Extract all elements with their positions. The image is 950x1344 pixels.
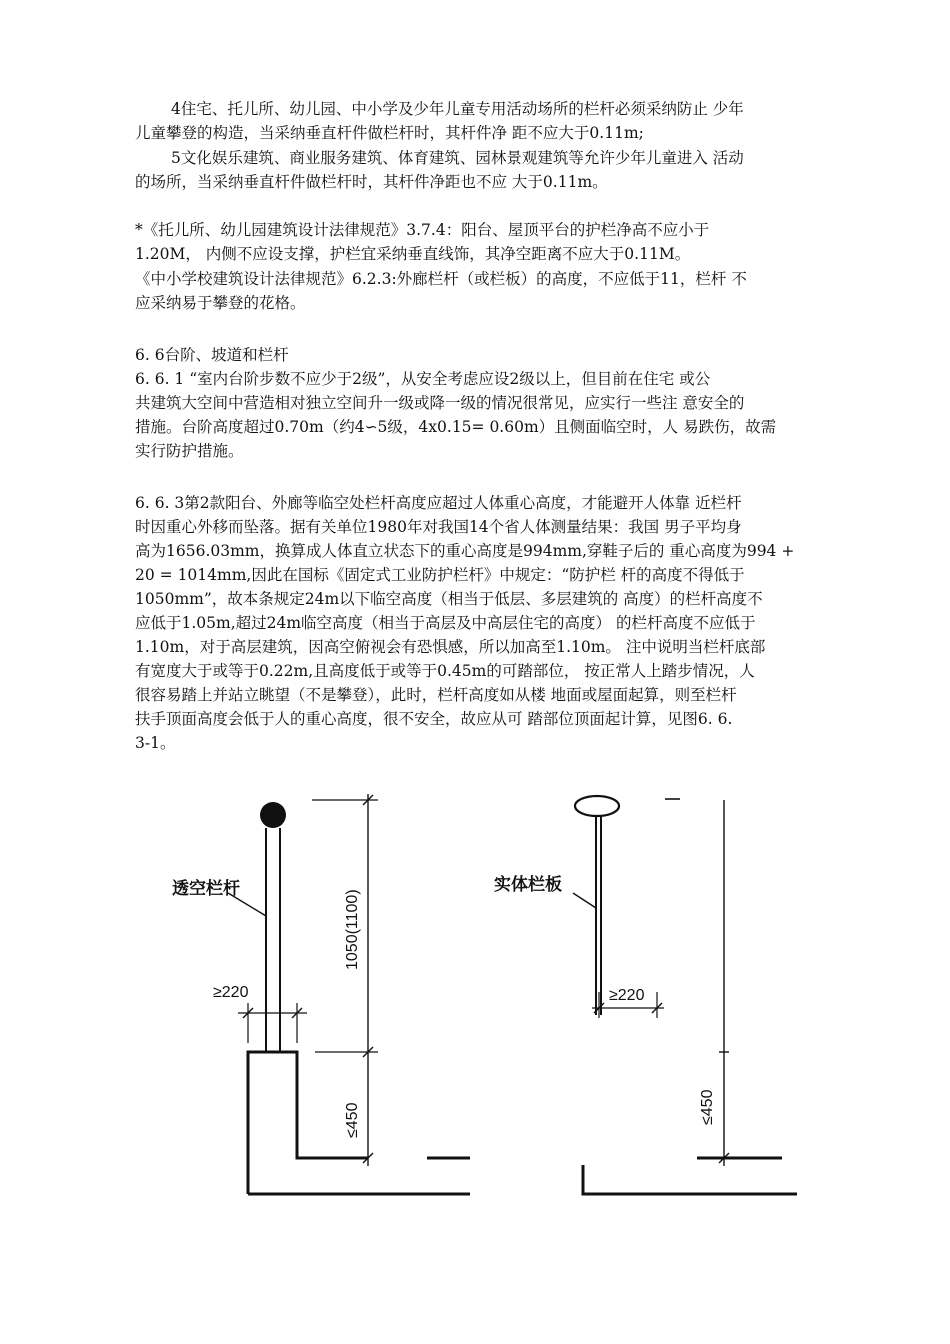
text-line: 4住宅、托儿所、幼儿园、中小学及少年儿童专用活动场所的栏杆必须采纳防止 少年: [171, 100, 744, 118]
text-line: 儿童攀登的构造，当采纳垂直杆件做栏杆时，其杆件净 距不应大于0.11m;: [135, 124, 644, 142]
text-line: 1.20M， 内侧不应设支撑，护栏宜采纳垂直线饰，其净空距离不应大于0.11M。: [135, 245, 691, 263]
paragraph-public-buildings-railing: [135, 146, 860, 194]
label-leader-line: [573, 893, 596, 908]
handrail-ball: [260, 802, 286, 828]
text-line: 高为1656.03mm，换算成人体直立状态下的重心高度是994mm,穿鞋子后的 重心高度为994 +: [135, 542, 795, 560]
left-step-label: ≤450: [344, 1102, 361, 1138]
paragraph-kindergarten-railing: [135, 97, 860, 145]
text-line: 6. 6. 1 “室内台阶步数不应少于2级”，从安全考虑应设2级以上，但目前在住宅 或公: [135, 370, 711, 388]
text-line: 共建筑大空间中营造相对独立空间升一级或降一级的情况很常见，应实行一些注 意安全的: [135, 394, 745, 412]
handrail-oval: [575, 796, 619, 816]
right-diagram-solid-balustrade: [573, 796, 797, 1194]
open-railing-label: 透空栏杆: [172, 879, 240, 898]
paragraph-school-code: [135, 267, 860, 315]
railing-height-figure: [0, 780, 950, 1220]
text-line: 的场所，当采纳垂直杆件做栏杆时，其杆件净距也不应 大于0.11m。: [135, 173, 608, 191]
text-line: 很容易踏上并站立眺望（不是攀登），此时，栏杆高度如从楼 地面或屋面起算，则至栏杆: [135, 686, 737, 704]
floor-line: [583, 1165, 797, 1194]
text-line: 实行防护措施。: [135, 442, 244, 460]
text-line: 应采纳易于攀登的花格。: [135, 294, 306, 312]
text-line: 《中小学校建筑设计法律规范》6.2.3:外廊栏杆（或栏板）的高度，不应低于11，栏杆 不: [135, 270, 747, 288]
left-gap-label: ≥220: [213, 984, 249, 1001]
paragraph-kindergarten-code: [135, 218, 860, 266]
section-heading: [135, 343, 860, 367]
text-line: 6. 6台阶、坡道和栏杆: [135, 346, 289, 364]
paragraph-6-6-1: [135, 367, 860, 463]
solid-balustrade-label: 实体栏板: [494, 875, 562, 894]
text-line: 扶手顶面高度会低于人的重心高度，很不安全，故应从可 踏部位顶面起计算，见图6. 6.: [135, 710, 733, 728]
right-gap-label: ≥220: [609, 987, 645, 1004]
paragraph-6-6-3: [135, 491, 860, 755]
text-line: 5文化娱乐建筑、商业服务建筑、体育建筑、园林景观建筑等允许少年儿童进入 活动: [171, 149, 744, 167]
text-line: 有宽度大于或等于0.22m,且高度低于或等于0.45m的可踏部位， 按正常人上踏步情况，人: [135, 662, 755, 680]
text-line: 3-1。: [135, 734, 176, 752]
right-step-label: ≤450: [699, 1089, 716, 1125]
text-line: 措施。台阶高度超过0.70m（约4∽5级，4x0.15= 0.60m）且侧面临空时，人 易跌伤，故需: [135, 418, 777, 436]
text-line: *《托儿所、幼儿园建筑设计法律规范》3.7.4：阳台、屋顶平台的护栏净高不应小于: [135, 221, 710, 239]
text-line: 时因重心外移而坠落。据有关单位1980年对我国14个省人体测量结果：我国 男子平均身: [135, 518, 742, 536]
left-height-label: 1050(1100): [344, 889, 361, 970]
text-line: 6. 6. 3第2款阳台、外廊等临空处栏杆高度应超过人体重心高度，才能避开人体靠 近栏杆: [135, 494, 742, 512]
text-line: 应低于1.05m,超过24m临空高度（相当于高层及中高层住宅的高度） 的栏杆高度不应低于: [135, 614, 756, 632]
text-line: 1.10m，对于高层建筑，因高空俯视会有恐惧感，所以加高至1.10m。 注中说明当栏杆底部: [135, 638, 766, 656]
text-line: 1050mm”，故本条规定24m以下临空高度（相当于低层、多层建筑的 高度）的栏杆高度不: [135, 590, 763, 608]
text-line: 20 = 1014mm,因此在国标《固定式工业防护栏杆》中规定：“防护栏 杆的高度不得低于: [135, 566, 745, 584]
